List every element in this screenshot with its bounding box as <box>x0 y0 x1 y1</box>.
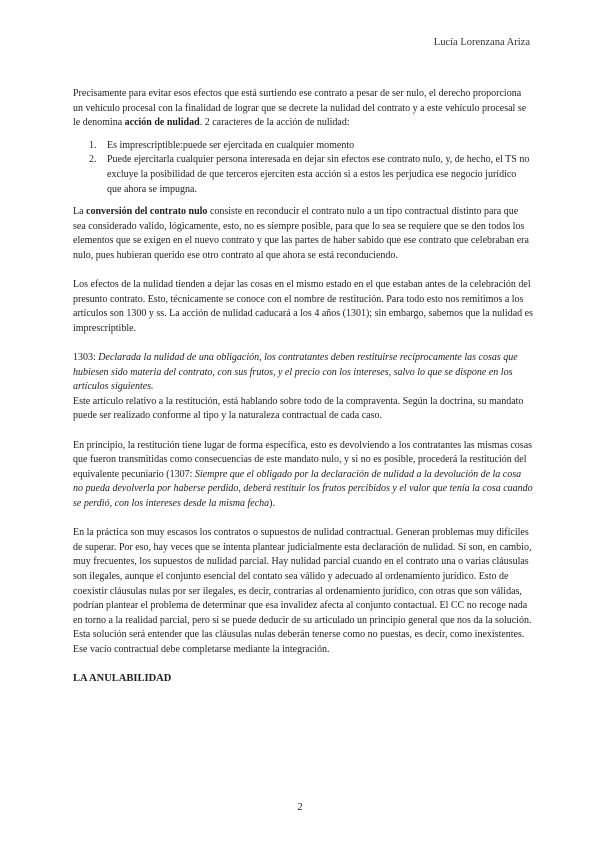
paragraph-principio <box>73 439 533 512</box>
list-item-number: 2. <box>89 154 97 166</box>
p4-article-quote: Declarada la nulidad de una obligación, los contratantes deben restituirse recíprocamente las cosas que hubiesen sido materia del contrato, con sus frutos, y el precio con los intereses, salvo lo que se dispone en los artículos siguientes. <box>73 352 518 393</box>
p2-text-c: consiste en reconducir el contrato nulo a un tipo contractual distinto para que sea considerado valido, lógicamente, esto, no es siempre posible, para que lo sea se requiere que se den todos los elementos que se exigen en el nuevo contrato y que las partes de haber sabido que ese contrato que celebraban era nulo, pues hubieran querido ese otro contrato al que ahora se está reconduciendo. <box>73 206 529 261</box>
paragraph-accion-nulidad <box>73 87 533 131</box>
p4-article-ref: 1303: <box>73 352 99 364</box>
p2-bold-term: conversión del contrato nulo <box>86 206 208 218</box>
paragraph-article-1303 <box>73 351 533 395</box>
list-item-number: 1. <box>89 139 97 151</box>
list-item <box>73 139 533 154</box>
page-content <box>73 87 533 687</box>
p5-article-quote: Siempre que el obligado por la declaración de nulidad a la devolución de la cosa no pueda devolverla por haberse perdido, deberá restituir los frutos percibidos y el valor que tenía la cosa cuando se perdió, con los intereses desde la misma fecha <box>73 468 533 510</box>
p1-text-c: . 2 caracteres de la acción de nulidad: <box>199 117 350 129</box>
p1-bold-term: acción de nulidad <box>124 117 200 129</box>
list-item <box>73 153 533 197</box>
p5-text-a: En principio, la restitución tiene lugar de forma específica, esto es devolviendo a los contratantes las mismas cosas que fueron transmitidas como consecuencias de este mandato nulo, y si no es posible, procederá la restitución del equivalente pecuniario (1307: <box>73 439 533 480</box>
characteristics-list <box>73 139 533 197</box>
paragraph-conversion <box>73 205 533 263</box>
list-item-text: Es imprescriptible:puede ser ejercitada en cualquier momento <box>107 139 355 151</box>
p5-text-c: ). <box>269 498 276 510</box>
paragraph-efectos: Los efectos de la nulidad tienden a dejar las cosas en el mismo estado en el que estaban antes de la celebración del presunto contrato. Esto, técnicamente se conoce con el nombre de restitución. Para todo esto nos remitimos a los artículos son 1300 y ss. La acción de nulidad caducará a los 4 años (1301); sin embargo, sabemos que la nulidad es imprescriptible. <box>73 279 533 334</box>
page-header-author: Lucía Lorenzana Ariza <box>433 37 530 48</box>
paragraph-practica: En la práctica son muy escasos los contratos o supuestos de nulidad contractual. Generan problemas muy difíciles de superar. Por eso, hay veces que se intenta plantear judicialmente esta declaración de nulidad. Sí son, en cambio, muy frecuentes, los supuestos de nulidad parcial. Hay nulidad parcial cuando en el contrato una o varias cláusulas son ilegales, aunque el conjunto esencial del contato sea válido y adecuado al ordenamiento jurídico. Esto de coexistir cláusulas nulas por ser ilegales, es decir, contrarias al ordenamiento jurídico, con otras que son válidas, podrían plantear el problema de determinar que esa invalidez afecta al conjunto contactual. El CC no recoge nada en torno a la realidad parcial, pero sí se puede deducir de su articulado un principio general que nos da la solución. Esta solución será entender que las cláusulas nulas deberán tenerse como no puestas, es decir, como inexistentes. Ese vacío contractual debe completarse mediante la integración. <box>73 527 532 655</box>
paragraph-restitucion: Este artículo relativo a la restitución, está hablando sobre todo de la compraventa. Según la doctrina, su mandato puede ser realizado conforme al tipo y la naturaleza contractual de cada caso. <box>73 395 524 422</box>
page-number: 2 <box>297 801 303 813</box>
list-item-text: Puede ejercitarla cualquier persona interesada en dejar sin efectos ese contrato nulo, y, de hecho, el TS no excluye la posibilidad de que terceros ejerciten esta acción si a estos les perjudica ese negocio jurídico que ahora se impugna. <box>107 154 530 195</box>
p2-text-a: La <box>73 206 87 218</box>
section-heading: LA ANULABILIDAD <box>73 673 172 685</box>
p1-text-a: Precisamente para evitar esos efectos que está surtiendo ese contrato a pesar de ser nulo, el derecho proporciona un vehículo procesal con la finalidad de lograr que se decrete la nulidad del contrato y a este vehículo procesal se le denomina <box>73 88 527 129</box>
